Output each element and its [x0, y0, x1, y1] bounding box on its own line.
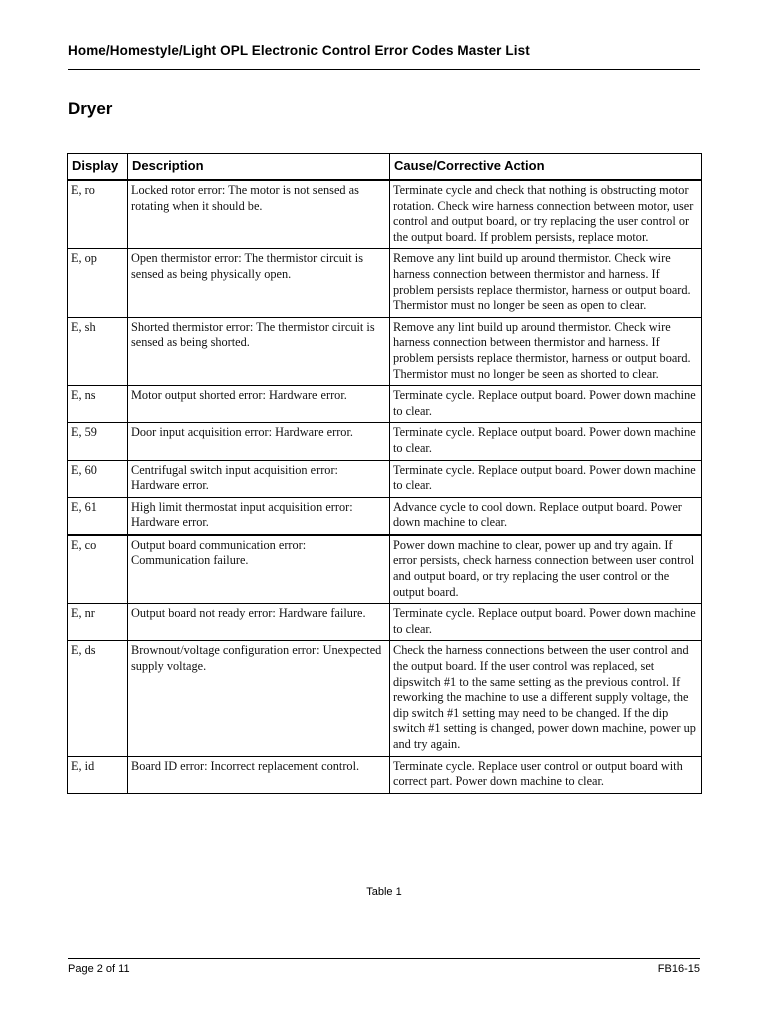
cell-display: E, nr: [68, 604, 128, 641]
cell-description: Output board communication error: Communication failure.: [128, 535, 390, 604]
cell-display: E, sh: [68, 317, 128, 385]
cell-display: E, id: [68, 756, 128, 793]
table-row: [68, 386, 702, 423]
cell-description: Output board not ready error: Hardware failure.: [128, 604, 390, 641]
column-header-description: Description: [128, 154, 390, 181]
table-caption: Table 1: [366, 886, 402, 898]
cell-action: Terminate cycle. Replace output board. Power down machine to clear.: [390, 423, 702, 460]
table-row: [68, 423, 702, 460]
error-codes-table: [67, 153, 702, 794]
footer-divider: [68, 958, 700, 959]
cell-description: Board ID error: Incorrect replacement control.: [128, 756, 390, 793]
cell-action: Terminate cycle. Replace output board. Power down machine to clear.: [390, 386, 702, 423]
table-row: [68, 756, 702, 793]
table-row: [68, 317, 702, 385]
table-row: [68, 460, 702, 497]
section-title: Dryer: [68, 99, 113, 118]
cell-description: Motor output shorted error: Hardware error.: [128, 386, 390, 423]
cell-display: E, 59: [68, 423, 128, 460]
table-row: [68, 641, 702, 756]
cell-action: Advance cycle to cool down. Replace output board. Power down machine to clear.: [390, 497, 702, 535]
page-number: Page 2 of 11: [68, 963, 130, 975]
column-header-display: Display: [68, 154, 128, 181]
document-id: FB16-15: [657, 963, 700, 975]
cell-action: Terminate cycle. Replace output board. Power down machine to clear.: [390, 604, 702, 641]
table-row: [68, 497, 702, 535]
cell-action: Check the harness connections between the user control and the output board. If the user control was replaced, set dipswitch #1 to the same setting as the previous control. If reworking the machine to use a different supply voltage, the dip switch #1 setting may need to be changed. If the dip switch #1 setting is changed, power down machine, power up and try again.: [390, 641, 702, 756]
cell-display: E, 61: [68, 497, 128, 535]
document-header-title: Home/Homestyle/Light OPL Electronic Control Error Codes Master List: [68, 43, 530, 58]
cell-display: E, 60: [68, 460, 128, 497]
header-divider: [68, 69, 700, 70]
cell-description: Centrifugal switch input acquisition error: Hardware error.: [128, 460, 390, 497]
cell-action: Power down machine to clear, power up and try again. If error persists, check harness connection between user control and output board, or try replacing the user control or the output board.: [390, 535, 702, 604]
cell-description: Shorted thermistor error: The thermistor circuit is sensed as being shorted.: [128, 317, 390, 385]
cell-description: High limit thermostat input acquisition error: Hardware error.: [128, 497, 390, 535]
cell-description: Locked rotor error: The motor is not sensed as rotating when it should be.: [128, 180, 390, 249]
cell-action: Terminate cycle and check that nothing is obstructing motor rotation. Check wire harness connection between motor, user control and output board, or try replacing the user control or the output board. If problem persists, replace motor.: [390, 180, 702, 249]
column-header-action: Cause/Corrective Action: [390, 154, 702, 181]
cell-action: Remove any lint build up around thermistor. Check wire harness connection between thermistor and harness. If problem persists replace thermistor, harness or output board. Thermistor must no longer be seen as shorted to clear.: [390, 317, 702, 385]
table-row: [68, 604, 702, 641]
cell-description: Open thermistor error: The thermistor circuit is sensed as being physically open.: [128, 249, 390, 317]
table-row: [68, 249, 702, 317]
table-header-row: [68, 154, 702, 181]
cell-description: Brownout/voltage configuration error: Unexpected supply voltage.: [128, 641, 390, 756]
cell-display: E, ro: [68, 180, 128, 249]
cell-action: Terminate cycle. Replace output board. Power down machine to clear.: [390, 460, 702, 497]
cell-display: E, co: [68, 535, 128, 604]
cell-action: Terminate cycle. Replace user control or output board with correct part. Power down machine to clear.: [390, 756, 702, 793]
cell-description: Door input acquisition error: Hardware error.: [128, 423, 390, 460]
table-row: [68, 180, 702, 249]
cell-display: E, ds: [68, 641, 128, 756]
cell-action: Remove any lint build up around thermistor. Check wire harness connection between thermistor and harness. If problem persists replace thermistor, harness or output board. Thermistor must no longer be seen as open to clear.: [390, 249, 702, 317]
cell-display: E, ns: [68, 386, 128, 423]
table-row: [68, 535, 702, 604]
cell-display: E, op: [68, 249, 128, 317]
